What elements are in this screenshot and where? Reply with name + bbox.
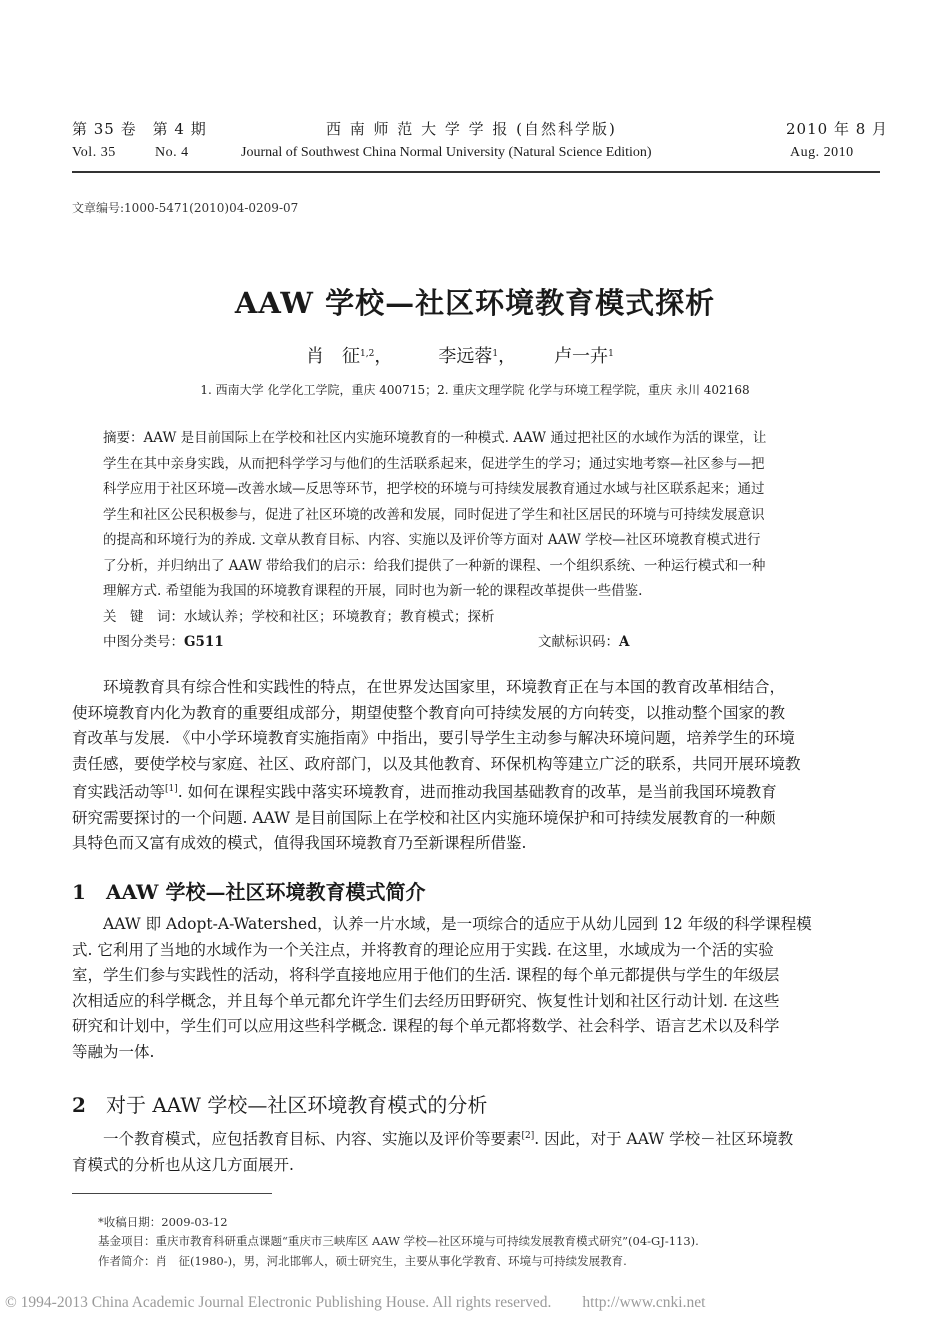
clc-label: 中图分类号： [103,634,184,650]
abstract-line: 了分析，并归纳出了 AAW 带给我们的启示：给我们提供了一种新的课程、一个组织系统、一种运行模式和一种 [103,557,766,574]
header-date-en: Aug. 2010 [790,145,854,160]
header-rule [72,171,880,173]
body-line: 次相适应的科学概念，并且每个单元都允许学生们去经历田野研究、恢复性计划和社区行动计划. 在这些 [72,991,780,1010]
author-name: 卢一卉 [554,346,609,367]
body-text: 一个教育模式，应包括教育目标、内容、实施以及评价等要素 [103,1130,522,1148]
keywords [103,605,851,631]
body-line: AAW 即 Adopt-A-Watershed，认养一片水域，是一项综合的适应于从幼儿园到 12 年级的科学课程模 [103,915,812,933]
author-affiliation-mark: 1 [608,349,614,359]
footnote-received: *收稿日期：2009-03-12 [98,1215,228,1229]
doc-code-label: 文献标识码： [538,634,619,650]
section-heading [72,876,425,905]
footnote-author: 作者简介：肖 征(1980-)，男，河北邯郸人，硕士研究生，主要从事化学教育、环境与可持续发展教育. [98,1254,627,1268]
body-text: . 因此，对于 AAW 学校－社区环境教 [534,1130,794,1148]
keywords-value: 水域认养；学校和社区；环境教育；教育模式；探析 [184,608,495,625]
author-name: 李远蓉 [438,346,493,367]
section-1-paragraph [72,912,882,1065]
body-line [72,777,882,806]
body-line: 使环境教育内化为教育的重要组成部分，期望使整个教育向可持续发展的方向转变，以推动整个国家的教 [72,703,786,722]
footnote-rule [72,1193,272,1194]
abstract-line: 科学应用于社区环境—改善水域—反思等环节，把学校的环境与可持续发展教育通过水域与社区联系起来；通过 [103,481,765,497]
section-number: 1 [72,880,86,904]
doc-code-value: A [619,634,630,650]
abstract-line: 摘要：AAW 是目前国际上在学校和社区内实施环境教育的一种模式. AAW 通过把社区的水域作为活的课堂，让 [103,430,767,446]
affiliation: 1. 西南大学 化学化工学院，重庆 400715；2. 重庆文理学院 化学与环境工程学院，重庆 永川 402168 [200,383,750,397]
body-line: 式. 它利用了当地的水域作为一个关注点，并将教育的理论应用于实践. 在这里，水域成为一个活的实验 [72,940,774,959]
abstract-line: 理解方式. 希望能为我国的环境教育课程的开展，同时也为新一轮的课程改革提供一些借鉴. [103,583,643,599]
body-line: 研究需要探讨的一个问题. AAW 是目前国际上在学校和社区内实施环境保护和可持续发展教育的一种颇 [72,808,776,827]
clc-value: G511 [184,634,224,650]
classification-row [103,630,851,656]
abstract-line: 学生在其中亲身实践，从而把科学学习与他们的生活联系起来，促进学生的学习；通过实地考察—社区参与—把 [103,455,765,472]
body-line: 具特色而又富有成效的模式，值得我国环境教育乃至新课程所借鉴. [72,834,527,852]
author-list [306,342,614,368]
body-line: 室，学生们参与实践性的活动，将科学直接地应用于他们的生活. 课程的每个单元都提供与学生的年级层 [72,966,780,984]
header-date-cn: 2010 年 8 月 [786,120,889,138]
author-affiliation-mark: 1,2 [360,349,375,359]
citation-ref[interactable]: [2] [521,1131,535,1141]
abstract-line: 学生和社区公民积极参与，促进了社区环境的改善和发展，同时促进了学生和社区居民的环境与可持续发展意识 [103,506,765,523]
header-journal-en: Journal of Southwest China Normal University (Natural Science Edition) [241,145,652,160]
author-separator: ， [374,346,393,367]
body-line: 育模式的分析也从这几方面展开. [72,1155,294,1174]
footnote-fund: 基金项目：重庆市教育科研重点课题“重庆市三峡库区 AAW 学校—社区环境与可持续发展教育模式研究”(04-GJ-113). [98,1234,699,1248]
copyright-notice: © 1994-2013 China Academic Journal Electronic Publishing House. All rights reserved. http://www.cnki.net [5,1294,706,1311]
body-text: 育实践活动等 [72,783,166,801]
header-number-en: No. 4 [155,145,189,160]
header-journal-cn: 西 南 师 范 大 学 学 报 (自然科学版) [326,120,617,138]
header-volume-en: Vol. 35 [72,145,116,160]
body-line: 等融为一体. [72,1042,155,1061]
keywords-label: 关 键 词： [103,608,184,625]
abstract [103,426,851,656]
doc-code [538,630,629,656]
section-title: AAW 学校—社区环境教育模式简介 [106,880,426,904]
section-2-paragraph [72,1124,882,1178]
citation-ref[interactable]: [1] [165,784,178,794]
abstract-line: 的提高和环境行为的养成. 文章从教育目标、内容、实施以及评价等方面对 AAW 学校—社区环境教育模式进行 [103,532,761,548]
article-id: 文章编号:1000-5471(2010)04-0209-07 [72,201,299,215]
body-line: 研究和计划中，学生们可以应用这些科学概念. 课程的每个单元都将数学、社会科学、语言艺术以及科学 [72,1017,780,1035]
page-title: AAW 学校—社区环境教育模式探析 [234,286,716,320]
author-separator: ， [498,346,517,367]
intro-paragraph [72,675,882,857]
section-number: 2 [72,1093,86,1117]
section-title: 对于 AAW 学校—社区环境教育模式的分析 [106,1093,488,1117]
author-affiliation-mark: 1 [492,349,499,359]
body-line: 责任感，要使学校与家庭、社区、政府部门，以及其他教育、环保机构等建立广泛的联系，共同开展环境教 [72,754,801,773]
body-line: 环境教育具有综合性和实践性的特点，在世界发达国家里，环境教育正在与本国的教育改革相结合， [103,678,786,696]
header-issue-cn: 第 35 卷 第 4 期 [72,120,207,138]
body-line: 育改革与发展. 《中小学环境教育实施指南》中指出，要引导学生主动参与解决环境问题，培养学生的环境 [72,729,795,747]
body-line [72,1124,882,1153]
author-name: 肖 征 [306,346,360,367]
body-text: . 如何在课程实践中落实环境教育，进而推动我国基础教育的改革，是当前我国环境教育 [177,783,777,801]
section-heading [72,1089,487,1118]
